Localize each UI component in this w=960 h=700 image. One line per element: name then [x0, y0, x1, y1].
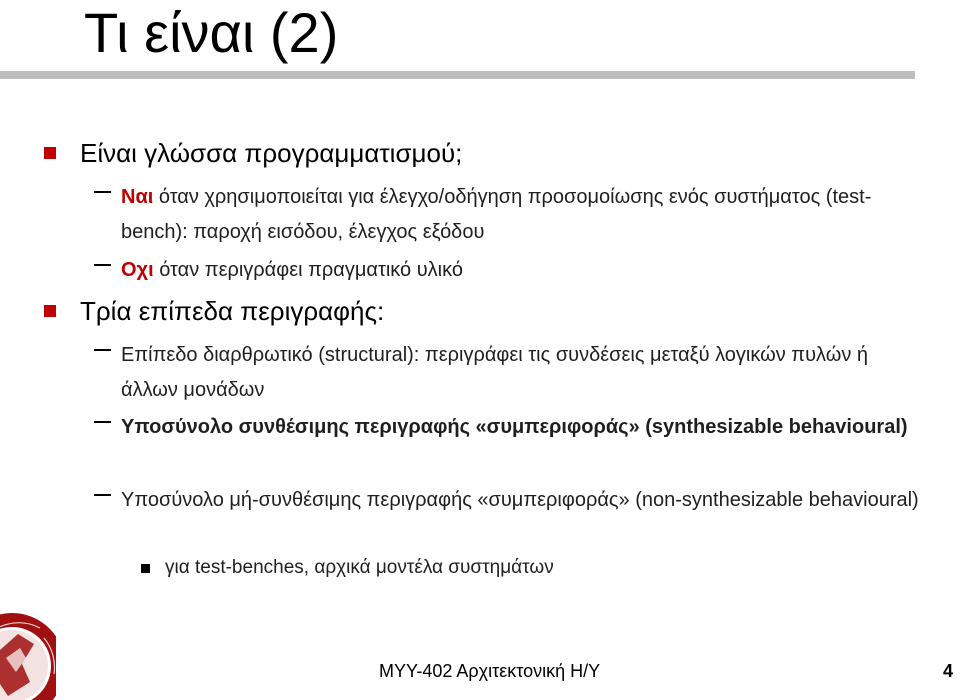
dash-icon [94, 494, 111, 496]
bullet-text: Είναι γλώσσα προγραμματισμού; [80, 138, 463, 168]
sub-sub-bullet-text: για test-benches, αρχικά μοντέλα συστημάτων [165, 557, 554, 578]
university-seal-logo [0, 604, 56, 700]
sub-bullet-text: Επίπεδο διαρθρωτικό (structural): περιγράφει τις συνδέσεις μεταξύ λογικών πυλών ή άλλων μονάδων [121, 344, 869, 401]
sub-bullet-text: Υποσύνολο συνθέσιμης περιγραφής «συμπεριφοράς» (synthesizable behavioural) [121, 416, 908, 438]
dash-icon [94, 264, 111, 266]
page-number: 4 [943, 661, 954, 681]
bullet-text: Τρία επίπεδα περιγραφής: [80, 296, 385, 326]
sub-bullet-text: όταν περιγράφει πραγματικό υλικό [153, 259, 463, 281]
dash-icon [94, 349, 111, 351]
bullet-square-icon [141, 564, 150, 573]
dash-icon [94, 191, 111, 193]
slide-title: Τι είναι (2) [84, 1, 339, 64]
bullet-square-icon [44, 305, 56, 317]
bullet-square-icon [44, 147, 56, 159]
sub-bullet-text: όταν χρησιμοποιείται για έλεγχο/οδήγηση προσομοίωσης ενός συστήματος (test-bench): παροχή εισόδου, έλεγχος εξόδου [121, 186, 872, 243]
dash-icon [94, 421, 111, 423]
emphasis-no: Οχι [121, 259, 154, 281]
footer-course: ΜΥΥ-402 Αρχιτεκτονική Η/Υ [379, 661, 601, 681]
title-rule [0, 71, 915, 79]
sub-bullet-text: Υποσύνολο μή-συνθέσιμης περιγραφής «συμπεριφοράς» (non-synthesizable behavioural) [121, 489, 919, 511]
emphasis-yes: Ναι [121, 186, 154, 208]
